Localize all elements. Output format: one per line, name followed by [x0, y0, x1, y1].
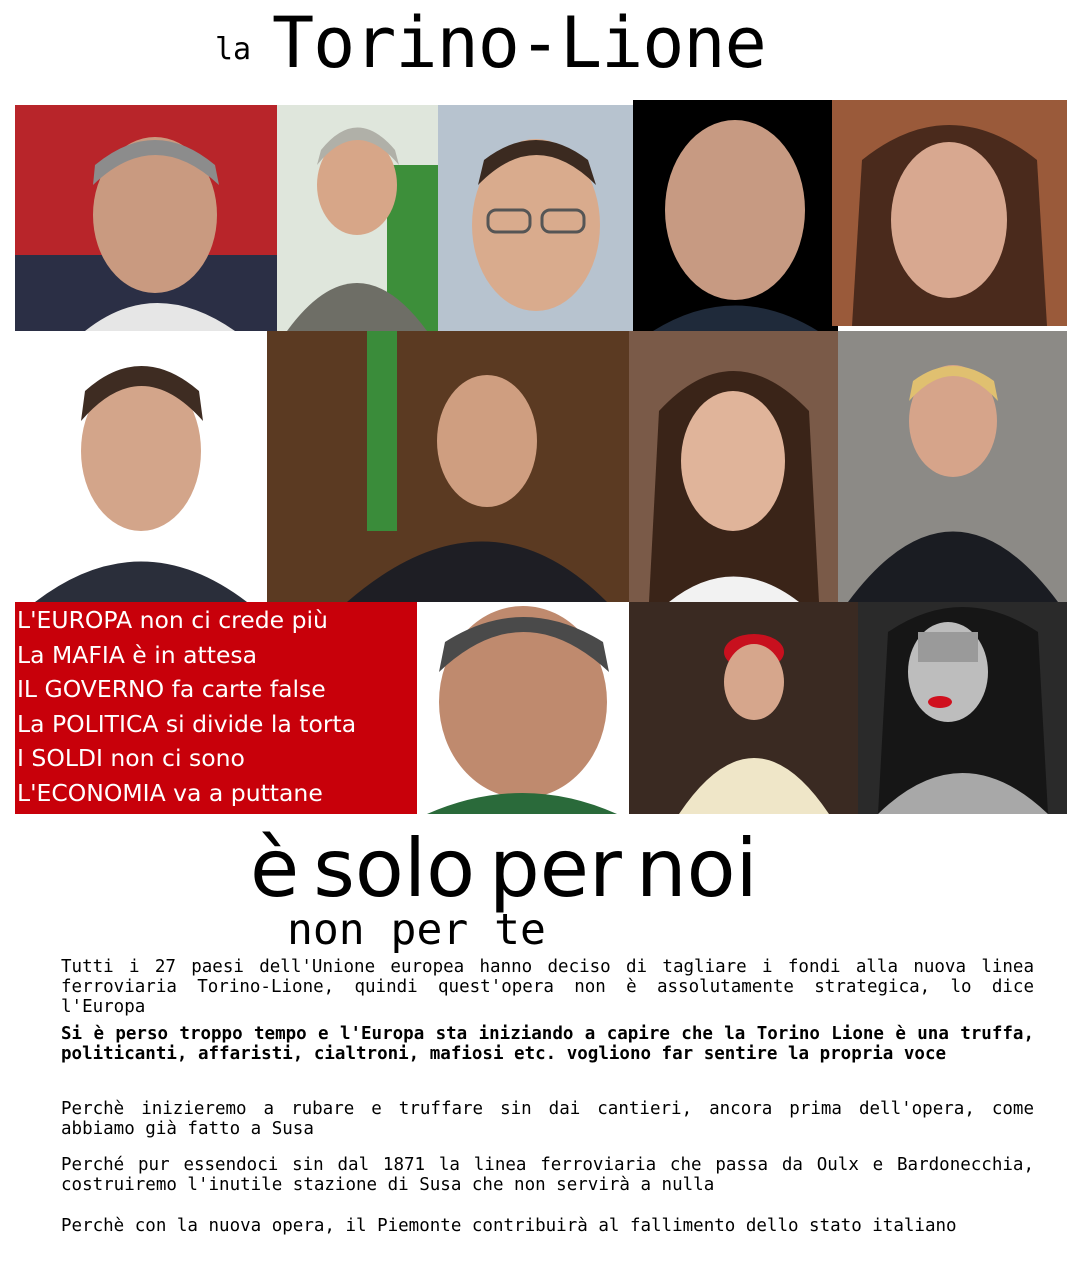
slogan-line: La MAFIA è in attesa — [17, 640, 258, 669]
portrait-photo-6 — [15, 331, 267, 602]
portrait-photo-3 — [438, 105, 633, 331]
paragraph: Perchè con la nuova opera, il Piemonte contribuirà al fallimento dello stato italiano — [61, 1216, 957, 1236]
paragraph: Perché pur essendoci sin dal 1871 la linea ferroviaria che passa da Oulx e Bardonecchia, costruiremo l'inutile stazione di Susa che non servirà a nulla — [61, 1155, 1034, 1195]
paragraph: Tutti i 27 paesi dell'Unione europea hanno deciso di tagliare i fondi alla nuova linea ferroviaria Torino-Lione, quindi quest'opera non è assolutamente strategica, lo dice l'Europa — [61, 957, 1034, 1017]
portrait-photo-2 — [277, 105, 438, 331]
slogan-line: L'EUROPA non ci crede più — [17, 606, 328, 634]
headline — [250, 822, 772, 915]
portrait-photo-1 — [15, 105, 277, 331]
portrait-photo-7 — [267, 331, 629, 602]
headline-word: per — [489, 822, 622, 915]
portrait-photo-5 — [832, 100, 1067, 326]
paragraph-bold: Si è perso troppo tempo e l'Europa sta iniziando a capire che la Torino Lione è una truffa, politicanti, affaristi, cialtroni, mafiosi etc. vogliono far sentire la propria voce — [61, 1024, 1034, 1064]
paragraph: Perchè inizieremo a rubare e truffare sin dai cantieri, ancora prima dell'opera, come abbiamo già fatto a Susa — [61, 1099, 1034, 1139]
portrait-photo-12 — [858, 602, 1067, 814]
slogan-line: L'ECONOMIA va a puttane — [17, 778, 323, 807]
portrait-photo-11 — [629, 602, 858, 814]
subheadline: non per te — [287, 905, 546, 955]
portrait-photo-9 — [838, 331, 1067, 602]
headline-word: è — [250, 822, 300, 915]
slogan-line: I SOLDI non ci sono — [17, 744, 245, 772]
slogan-line: La POLITICA si divide la torta — [17, 709, 357, 738]
headline-word: solo — [313, 822, 476, 915]
page-title: Torino-Lione — [272, 2, 766, 84]
headline-word: noi — [635, 822, 758, 915]
title-prefix: la — [215, 32, 252, 67]
slogan-line: IL GOVERNO fa carte false — [17, 675, 326, 703]
portrait-photo-4 — [633, 100, 838, 331]
portrait-photo-10 — [417, 602, 629, 814]
portrait-photo-8 — [629, 331, 838, 602]
slogans-panel — [15, 602, 417, 814]
